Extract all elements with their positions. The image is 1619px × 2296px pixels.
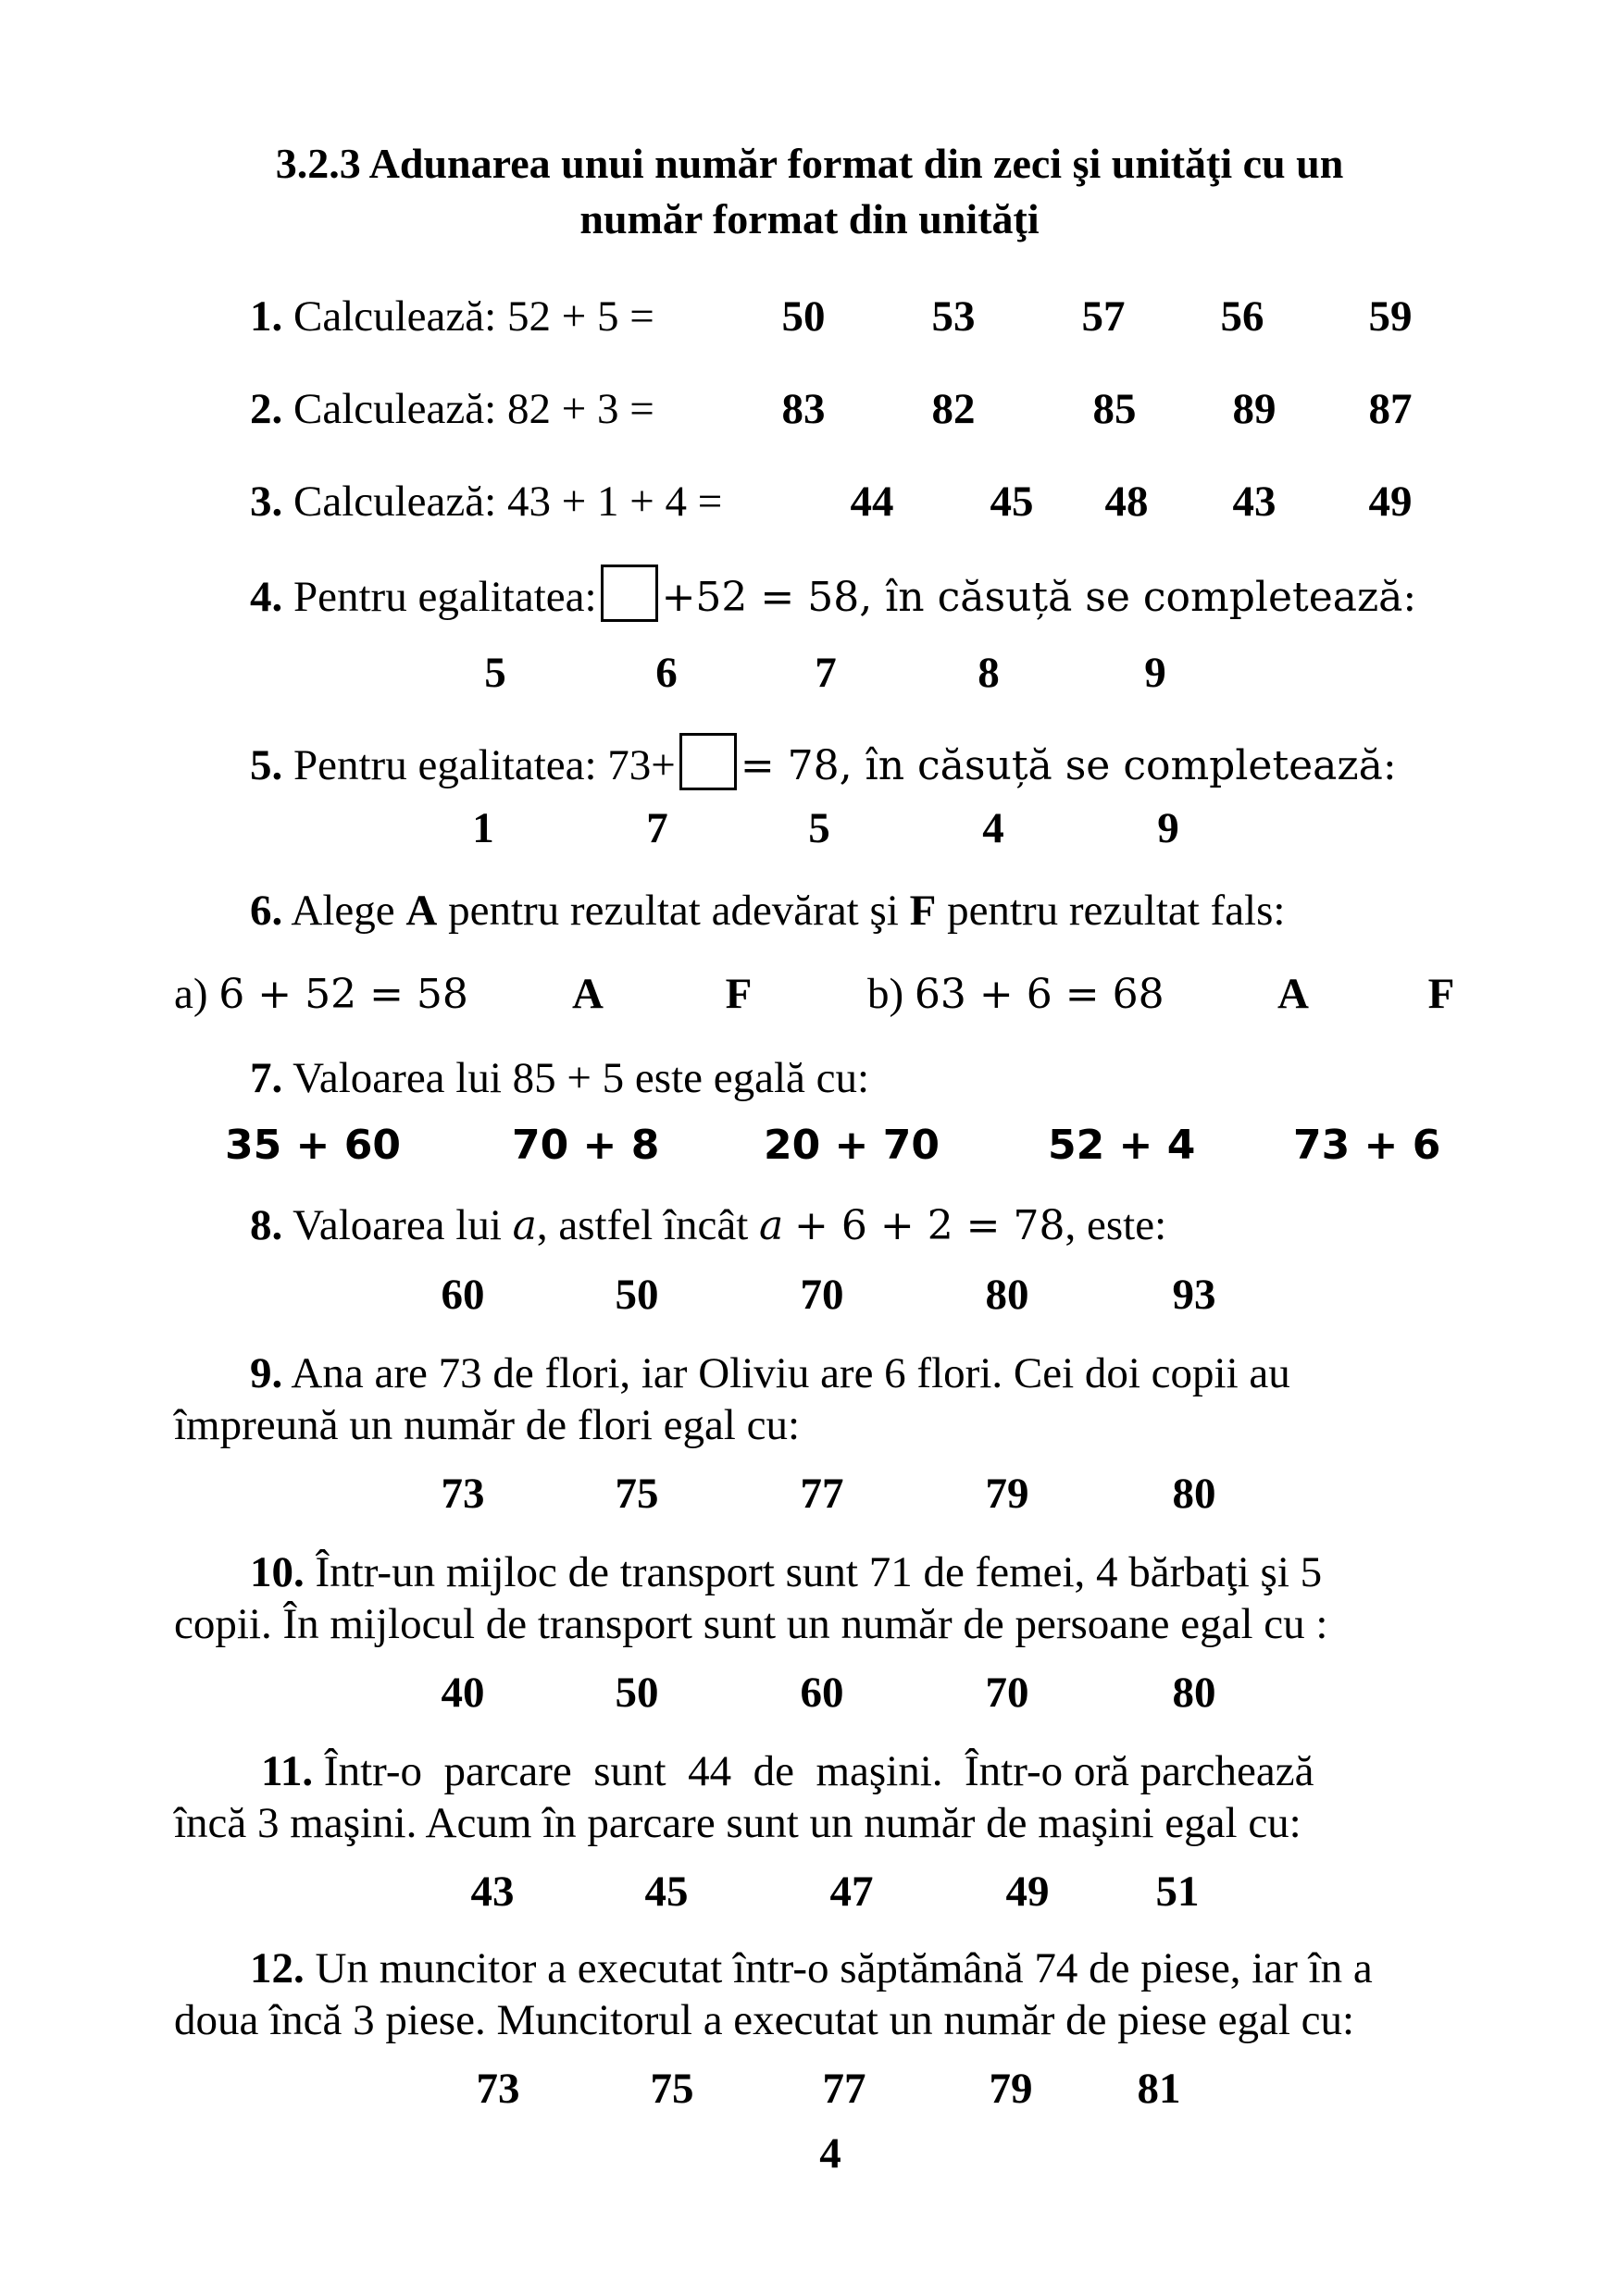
question-10 [250,1547,1322,1597]
option[interactable]: 43 [470,1868,515,1916]
answer-letter-false: F [909,887,937,935]
choice-true-a[interactable]: A [572,970,604,1018]
question-text: Ana are 73 de flori, iar Oliviu are 6 flori. Cei doi copii au [291,1349,1290,1397]
option[interactable]: 7 [815,649,837,697]
answer-box[interactable] [679,733,737,790]
option[interactable]: 87 [1368,385,1413,433]
option[interactable]: 70 + 8 [512,1122,660,1169]
choice-false-a[interactable]: F [725,970,753,1018]
option[interactable]: 45 [990,478,1034,526]
option[interactable]: 43 [1232,478,1277,526]
option[interactable]: 56 [1220,292,1264,341]
option[interactable]: 49 [1005,1868,1050,1916]
option[interactable]: 57 [1081,292,1126,341]
question-text: pentru rezultat adevărat şi [448,887,899,935]
question-number: 10. [250,1548,305,1596]
question-4 [250,565,1416,622]
option[interactable]: 77 [822,2065,866,2113]
question-text: , astfel încât [536,1201,749,1249]
item-a [174,969,468,1019]
question-number: 7. [250,1054,283,1102]
option[interactable]: 35 + 60 [225,1122,401,1169]
option[interactable]: 79 [989,2065,1033,2113]
question-text: Pentru egalitatea: [293,573,597,621]
question-3 [250,477,722,527]
answer-box[interactable] [601,565,658,622]
option[interactable]: 89 [1232,385,1277,433]
question-text: Calculează: 43 + 1 + 4 = [293,478,723,526]
option[interactable]: 93 [1172,1271,1216,1319]
variable: a [512,1202,537,1249]
variable: a [759,1202,784,1249]
option[interactable]: 44 [850,478,894,526]
option[interactable]: 7 [646,804,668,852]
section-title-line2: număr format din unităţi [579,195,1040,242]
question-number: 4. [250,573,283,621]
answer-letter-true: A [405,887,438,935]
option[interactable]: 73 [476,2065,520,2113]
question-number: 5. [250,741,283,789]
option[interactable]: 70 [800,1271,844,1319]
option[interactable]: 73 [441,1470,485,1518]
option[interactable]: 49 [1368,478,1413,526]
item-expression: 63 + 6 = 68 [914,971,1164,1018]
option[interactable]: 80 [1172,1669,1216,1717]
question-number: 2. [250,385,283,433]
question-text-math: +52 = 58, în căsuță se completează: [661,574,1417,621]
option[interactable]: 45 [644,1868,689,1916]
option[interactable]: 5 [808,804,830,852]
question-text: , este: [1065,1201,1167,1249]
question-text: Valoarea lui 85 + 5 este egală cu: [293,1054,870,1102]
item-label: b) [867,970,904,1018]
question-text-math: + 6 + 2 = 78 [794,1202,1065,1249]
option[interactable]: 50 [615,1271,659,1319]
option[interactable]: 79 [985,1470,1029,1518]
option[interactable]: 50 [781,292,826,341]
option[interactable]: 80 [1172,1470,1216,1518]
option[interactable]: 8 [978,649,1000,697]
question-text: Calculează: 52 + 5 = [293,292,654,341]
item-label: a) [174,970,208,1018]
option[interactable]: 6 [655,649,678,697]
option[interactable]: 51 [1155,1868,1200,1916]
question-5 [250,733,1397,790]
question-9 [250,1348,1290,1398]
option[interactable]: 9 [1144,649,1166,697]
item-b [867,969,1164,1019]
option[interactable]: 9 [1157,804,1179,852]
option[interactable]: 60 [800,1669,844,1717]
option[interactable]: 75 [650,2065,694,2113]
question-text-line2: copii. În mijlocul de transport sunt un număr de persoane egal cu : [174,1600,1328,1648]
question-text: Pentru egalitatea: 73+ [293,741,676,789]
option[interactable]: 5 [484,649,506,697]
question-text: Într-o parcare sunt 44 de maşini. Într-o oră parchează [323,1747,1314,1795]
question-text: Calculează: 82 + 3 = [293,385,654,433]
question-6 [250,886,1285,936]
option[interactable]: 70 [985,1669,1029,1717]
option[interactable]: 48 [1104,478,1149,526]
question-7 [250,1053,869,1103]
option[interactable]: 1 [472,804,494,852]
choice-true-b[interactable]: A [1277,970,1309,1018]
option[interactable]: 83 [781,385,826,433]
option[interactable]: 20 + 70 [764,1122,940,1169]
question-2 [250,384,654,434]
option[interactable]: 47 [829,1868,874,1916]
question-1 [250,292,654,341]
option[interactable]: 77 [800,1470,844,1518]
section-title-line1: 3.2.3 Adunarea unui număr format din zeci şi unităţi cu un [275,140,1344,187]
question-text-math: = 78, în căsuță se completează: [740,742,1397,789]
option[interactable]: 81 [1137,2065,1181,2113]
question-text-line2: doua încă 3 piese. Muncitorul a executat un număr de piese egal cu: [174,1996,1355,2044]
question-text: Valoarea lui [293,1201,502,1249]
option[interactable]: 82 [931,385,976,433]
option[interactable]: 73 + 6 [1293,1122,1441,1169]
option[interactable]: 53 [931,292,976,341]
item-expression: 6 + 52 = 58 [218,971,468,1018]
option[interactable]: 59 [1368,292,1413,341]
page-number: 4 [819,2129,841,2178]
question-text: pentru rezultat fals: [947,887,1286,935]
option[interactable]: 75 [615,1470,659,1518]
question-number: 6. [250,887,283,935]
question-number: 9. [250,1349,283,1397]
question-text-line2: împreună un număr de flori egal cu: [174,1401,801,1449]
question-number: 8. [250,1201,283,1249]
option[interactable]: 52 + 4 [1048,1122,1196,1169]
question-number: 12. [250,1944,305,1992]
question-number: 1. [250,292,283,341]
question-text: Alege [291,887,395,935]
question-text: Un muncitor a executat într-o săptămână 74 de piese, iar în a [315,1944,1373,1992]
option[interactable]: 4 [982,804,1004,852]
option[interactable]: 60 [441,1271,485,1319]
question-text-line2: încă 3 maşini. Acum în parcare sunt un număr de maşini egal cu: [174,1799,1301,1847]
question-12 [250,1943,1373,1993]
option[interactable]: 50 [615,1669,659,1717]
question-number: 11. [261,1747,314,1795]
option[interactable]: 80 [985,1271,1029,1319]
question-8 [250,1200,1166,1250]
choice-false-b[interactable]: F [1427,970,1455,1018]
question-text: Într-un mijloc de transport sunt 71 de femei, 4 bărbaţi şi 5 [315,1548,1323,1596]
option[interactable]: 40 [441,1669,485,1717]
question-number: 3. [250,478,283,526]
question-11 [261,1746,1314,1796]
option[interactable]: 85 [1092,385,1137,433]
